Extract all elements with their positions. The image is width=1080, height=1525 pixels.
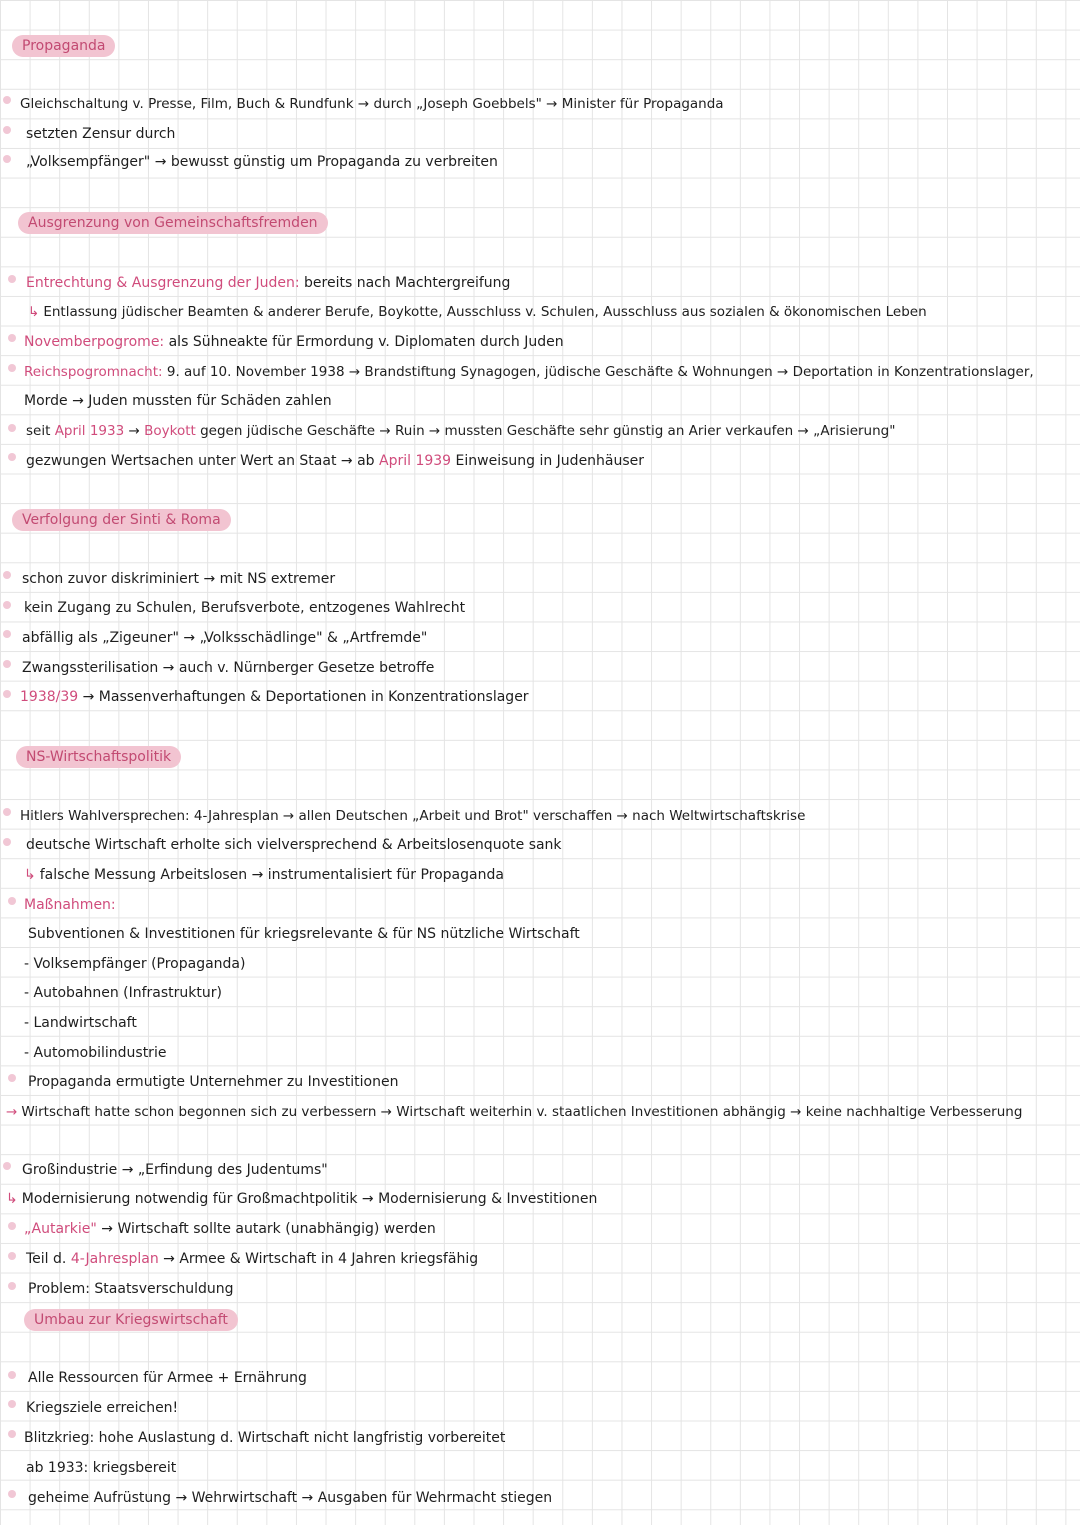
arrow-text: →	[124, 423, 145, 439]
kriegsfaehig-text: → Armee & Wirtschaft in 4 Jahren kriegsfähig	[158, 1251, 479, 1267]
wirtschaft-line-5: Subventionen & Investitionen für kriegsrelevante & für NS nützliche Wirtschaft	[28, 926, 580, 942]
bullet	[3, 808, 11, 816]
bullet	[3, 126, 11, 134]
massenverhaftungen-text: → Massenverhaftungen & Deportationen in Konzentrationslager	[78, 689, 529, 705]
ausgrenzung-line-1	[26, 274, 510, 292]
bullet	[8, 897, 16, 905]
krieg-line-4: ab 1933: kriegsbereit	[26, 1460, 177, 1476]
heading-wirtschaftspolitik: NS-Wirtschaftspolitik	[16, 746, 181, 768]
bullet	[3, 571, 11, 579]
sub-arrow-icon: ↳	[24, 867, 36, 883]
ausgrenzung-line-4	[24, 363, 1034, 381]
sub-arrow-icon: ↳	[6, 1191, 18, 1207]
krieg-line-5: geheime Aufrüstung → Wehrwirtschaft → Ausgaben für Wehrmacht stiegen	[28, 1490, 553, 1506]
wirtschaft-line-11	[6, 1103, 1022, 1121]
sinti-line-3: abfällig als „Zigeuner" → „Volksschädlinge" & „Artfremde"	[22, 630, 428, 646]
bullet	[8, 1400, 16, 1408]
wirtschaft-line-9: - Automobilindustrie	[24, 1045, 167, 1061]
bullet	[3, 1162, 11, 1170]
wirtschaft-line-7: - Autobahnen (Infrastruktur)	[24, 985, 222, 1001]
autarkie-text: → Wirtschaft sollte autark (unabhängig) werden	[96, 1221, 436, 1237]
autarkie-label: „Autarkie"	[24, 1221, 97, 1237]
krieg-line-3: Blitzkrieg: hohe Auslastung d. Wirtschaft nicht langfristig vorbereitet	[24, 1430, 506, 1446]
reichspogromnacht-label: Reichspogromnacht:	[24, 364, 163, 380]
sinti-line-1: schon zuvor diskriminiert → mit NS extremer	[22, 571, 336, 587]
wirtschaft-line-1: Hitlers Wahlversprechen: 4-Jahresplan → allen Deutschen „Arbeit und Brot" verschaffen → nach Weltwirtschaftskrise	[20, 808, 806, 824]
wirtschaft-line-14	[24, 1220, 436, 1238]
bullet	[8, 364, 16, 372]
ausgrenzung-line-5: Morde → Juden mussten für Schäden zahlen	[24, 393, 332, 409]
judenhaeuser-text: Einweisung in Judenhäuser	[451, 453, 645, 469]
seit-text: seit	[26, 423, 55, 439]
bullet	[3, 838, 11, 846]
boykott-label: Boykott	[144, 423, 196, 439]
bullet	[3, 630, 11, 638]
april-1933: April 1933	[54, 423, 125, 439]
verbesserung-text: Wirtschaft hatte schon begonnen sich zu verbessern → Wirtschaft weiterhin v. staatlichen Investitionen abhängig → keine nachhaltige Verbesserung	[21, 1104, 1023, 1120]
sub-arrow-icon: ↳	[28, 304, 40, 320]
novemberpogrome-text: als Sühneakte für Ermordung v. Diplomaten durch Juden	[164, 334, 564, 350]
messung-text: falsche Messung Arbeitslosen → instrumentalisiert für Propaganda	[39, 867, 504, 883]
krieg-line-2: Kriegsziele erreichen!	[26, 1400, 179, 1416]
ausgrenzung-line-2	[28, 303, 927, 321]
bullet	[8, 1222, 16, 1230]
bullet	[8, 1490, 16, 1498]
bullet	[8, 453, 16, 461]
heading-ausgrenzung: Ausgrenzung von Gemeinschaftsfremden	[18, 212, 328, 234]
year-1938-39: 1938/39	[20, 689, 79, 705]
bullet	[3, 155, 11, 163]
april-1939: April 1939	[379, 453, 452, 469]
heading-kriegswirtschaft: Umbau zur Kriegswirtschaft	[24, 1309, 238, 1331]
bullet	[3, 690, 11, 698]
modernisierung-text: Modernisierung notwendig für Großmachtpolitik → Modernisierung & Investitionen	[21, 1191, 598, 1207]
sinti-line-2: kein Zugang zu Schulen, Berufsverbote, entzogenes Wahlrecht	[24, 600, 466, 616]
sinti-line-5	[20, 688, 529, 706]
ausgrenzung-line-7	[26, 452, 644, 470]
teil-text: Teil d.	[26, 1251, 71, 1267]
bullet	[8, 1430, 16, 1438]
bullet	[8, 275, 16, 283]
wirtschaft-line-2: deutsche Wirtschaft erholte sich vielversprechend & Arbeitslosenquote sank	[26, 837, 562, 853]
ausgrenzung-line-6	[26, 422, 895, 440]
wirtschaft-line-16: Problem: Staatsverschuldung	[28, 1281, 234, 1297]
wertsachen-text: gezwungen Wertsachen unter Wert an Staat → ab	[26, 453, 379, 469]
heading-propaganda: Propaganda	[12, 35, 115, 57]
wirtschaft-line-13	[6, 1190, 597, 1208]
sinti-line-4: Zwangssterilisation → auch v. Nürnberger Gesetze betroffe	[22, 660, 435, 676]
bullet	[3, 660, 11, 668]
krieg-line-1: Alle Ressourcen für Armee + Ernährung	[28, 1370, 307, 1386]
wirtschaft-line-3	[24, 866, 504, 884]
jahresplan-label: 4-Jahresplan	[70, 1251, 159, 1267]
bullet	[8, 334, 16, 342]
bullet	[3, 96, 11, 104]
heading-sinti-roma: Verfolgung der Sinti & Roma	[12, 509, 231, 531]
ausgrenzung-line-3	[24, 333, 564, 351]
wirtschaft-line-15	[26, 1250, 478, 1268]
novemberpogrome-label: Novemberpogrome:	[24, 334, 165, 350]
wirtschaft-line-8: - Landwirtschaft	[24, 1015, 137, 1031]
propaganda-line-3: „Volksempfänger" → bewusst günstig um Propaganda zu verbreiten	[26, 154, 498, 170]
reichspogromnacht-text: 9. auf 10. November 1938 → Brandstiftung Synagogen, jüdische Geschäfte & Wohnungen → Deportation in Konzentrationslager,	[162, 364, 1034, 380]
bullet	[3, 601, 11, 609]
massnahmen-label: Maßnahmen:	[24, 897, 116, 913]
bullet	[8, 1371, 16, 1379]
arrow-icon: →	[6, 1104, 18, 1120]
bullet	[8, 1074, 16, 1082]
wirtschaft-line-10: Propaganda ermutigte Unternehmer zu Investitionen	[28, 1074, 399, 1090]
bullet	[8, 424, 16, 432]
boykott-text: gegen jüdische Geschäfte → Ruin → mussten Geschäfte sehr günstig an Arier verkaufen → „Arisierung"	[195, 423, 896, 439]
wirtschaft-line-12: Großindustrie → „Erfindung des Judentums"	[22, 1162, 328, 1178]
bullet	[8, 1252, 16, 1260]
entrechtung-label: Entrechtung & Ausgrenzung der Juden:	[26, 275, 300, 291]
entlassung-text: Entlassung jüdischer Beamten & anderer Berufe, Boykotte, Ausschluss v. Schulen, Ausschluss aus sozialen & ökonomischen Leben	[43, 304, 927, 320]
propaganda-line-2: setzten Zensur durch	[26, 126, 176, 142]
entrechtung-text: bereits nach Machtergreifung	[299, 275, 511, 291]
bullet	[8, 1282, 16, 1290]
wirtschaft-line-6: - Volksempfänger (Propaganda)	[24, 956, 246, 972]
propaganda-line-1: Gleichschaltung v. Presse, Film, Buch & Rundfunk → durch „Joseph Goebbels" → Minister für Propaganda	[20, 96, 724, 112]
